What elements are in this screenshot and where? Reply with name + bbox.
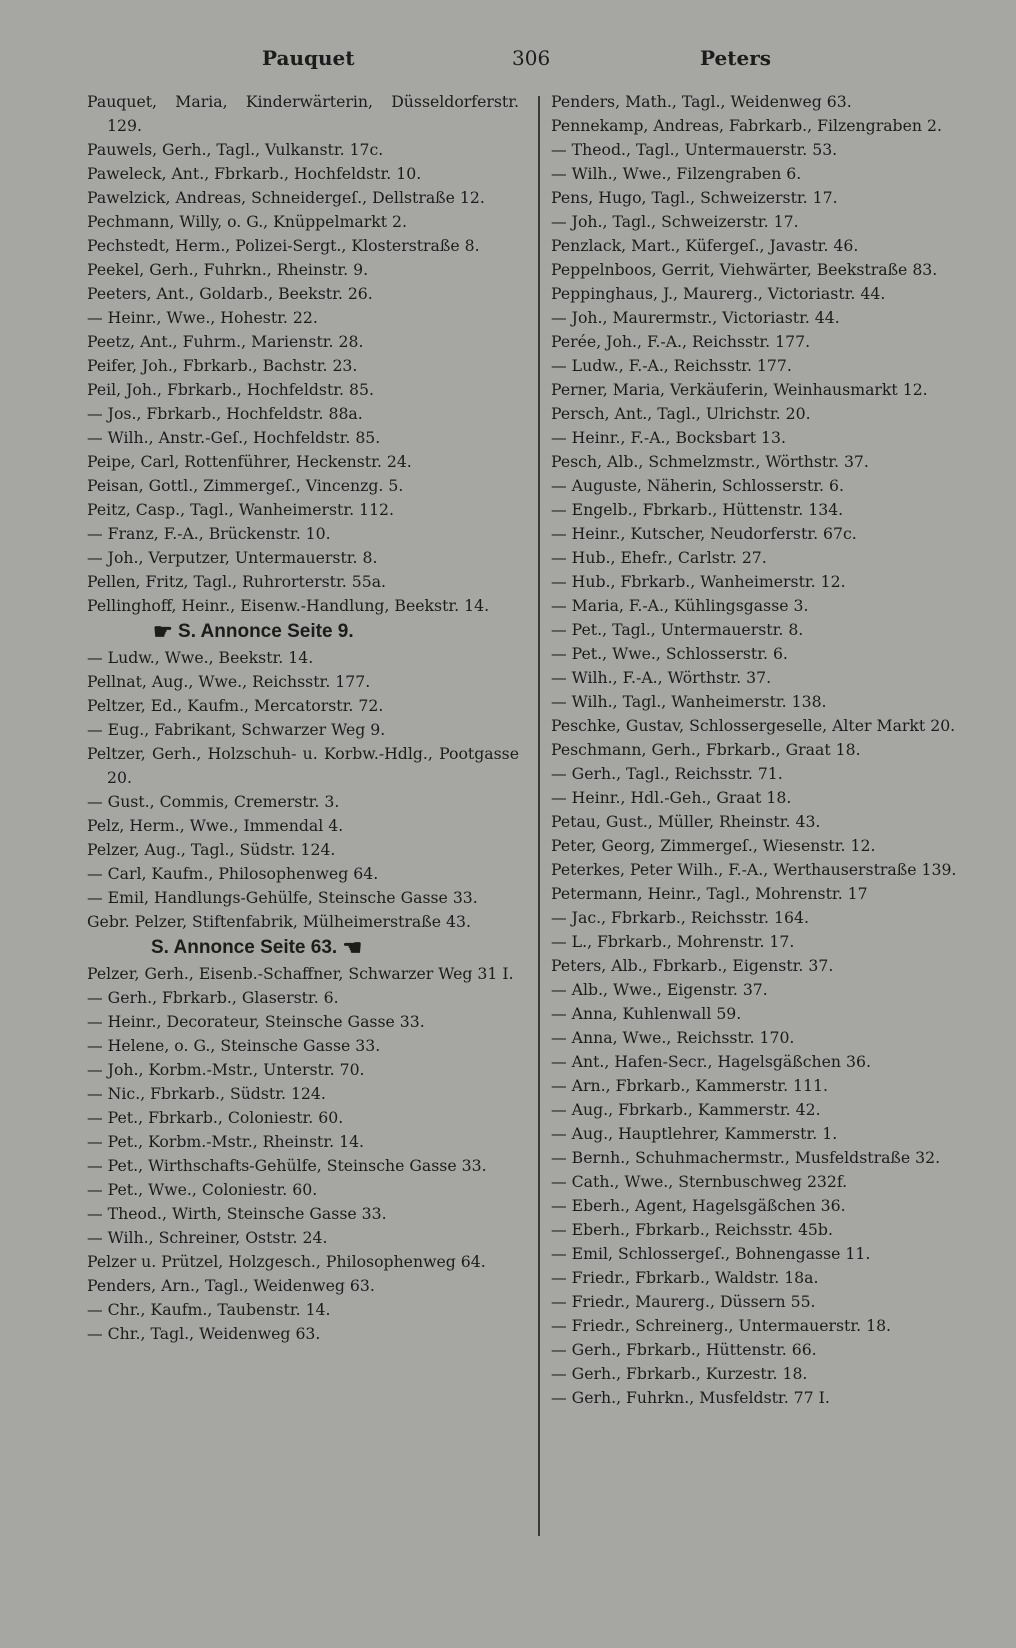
- directory-entry: Pelzer u. Prützel, Holzgesch., Philosophenweg 64.: [87, 1252, 486, 1271]
- directory-entry: Persch, Ant., Tagl., Ulrichstr. 20.: [551, 404, 811, 423]
- directory-entry: Pens, Hugo, Tagl., Schweizerstr. 17.: [551, 188, 838, 207]
- directory-entry: — Heinr., Decorateur, Steinsche Gasse 33.: [87, 1012, 425, 1031]
- directory-entry: — Anna, Kuhlenwall 59.: [551, 1004, 742, 1023]
- directory-entry: — Heinr., Kutscher, Neudorferstr. 67c.: [551, 524, 857, 543]
- directory-entry: Peterkes, Peter Wilh., F.-A., Werthauserstraße 139.: [551, 860, 957, 879]
- directory-entry: Peschke, Gustav, Schlossergeselle, Alter Markt 20.: [551, 716, 956, 735]
- directory-entry: — Pet., Wwe., Schlosserstr. 6.: [551, 644, 788, 663]
- running-head-first-entry: Pauquet: [262, 46, 355, 70]
- directory-entry: — Joh., Verputzer, Untermauerstr. 8.: [87, 548, 378, 567]
- directory-entry: Penders, Math., Tagl., Weidenweg 63.: [551, 92, 852, 111]
- directory-entry: — Wilh., Anstr.-Geſ., Hochfeldstr. 85.: [87, 428, 381, 447]
- directory-entry: Pellen, Fritz, Tagl., Ruhrorterstr. 55a.: [87, 572, 387, 591]
- directory-entry: — Nic., Fbrkarb., Südstr. 124.: [87, 1084, 326, 1103]
- directory-entry: Peppinghaus, J., Maurerg., Victoriastr. 44.: [551, 284, 886, 303]
- directory-entry: — Gust., Commis, Cremerstr. 3.: [87, 792, 340, 811]
- directory-entry: Peil, Joh., Fbrkarb., Hochfeldstr. 85.: [87, 380, 374, 399]
- advertisement-reference-text: S. Annonce Seite 9.: [178, 621, 354, 642]
- directory-entry: — Hub., Ehefr., Carlstr. 27.: [551, 548, 767, 567]
- directory-entry: Pauwels, Gerh., Tagl., Vulkanstr. 17c.: [87, 140, 384, 159]
- directory-entry: — Gerh., Fbrkarb., Hüttenstr. 66.: [551, 1340, 817, 1359]
- directory-entry: — Carl, Kaufm., Philosophenweg 64.: [87, 864, 379, 883]
- directory-entry: — Eug., Fabrikant, Schwarzer Weg 9.: [87, 720, 386, 739]
- directory-entry: — Ant., Hafen-Secr., Hagelsgäßchen 36.: [551, 1052, 871, 1071]
- advertisement-reference-text: S. Annonce Seite 63.: [151, 937, 338, 958]
- directory-entry: — Pet., Fbrkarb., Coloniestr. 60.: [87, 1108, 344, 1127]
- left-column: [87, 90, 519, 1346]
- directory-entry: — Aug., Fbrkarb., Kammerstr. 42.: [551, 1100, 821, 1119]
- directory-entry: — Heinr., Hdl.-Geh., Graat 18.: [551, 788, 792, 807]
- directory-entry: — Arn., Fbrkarb., Kammerstr. 111.: [551, 1076, 828, 1095]
- directory-entry: Penders, Arn., Tagl., Weidenweg 63.: [87, 1276, 375, 1295]
- directory-entry: — Joh., Maurermstr., Victoriastr. 44.: [551, 308, 840, 327]
- pointing-hand-left-icon: ☚: [342, 935, 363, 960]
- directory-entry: Peschmann, Gerh., Fbrkarb., Graat 18.: [551, 740, 861, 759]
- directory-entry: — Emil, Handlungs-Gehülfe, Steinsche Gasse 33.: [87, 888, 478, 907]
- directory-entry: Peetz, Ant., Fuhrm., Marienstr. 28.: [87, 332, 364, 351]
- directory-entry: Pellnat, Aug., Wwe., Reichsstr. 177.: [87, 672, 371, 691]
- directory-entry: — Cath., Wwe., Sternbuschweg 232f.: [551, 1172, 848, 1191]
- directory-entry: Pechmann, Willy, o. G., Knüppelmarkt 2.: [87, 212, 407, 231]
- directory-entry: — Gerh., Fuhrkn., Musfeldstr. 77 I.: [551, 1388, 830, 1407]
- directory-entry: Pawelzick, Andreas, Schneidergeſ., Dellstraße 12.: [87, 188, 485, 207]
- directory-entry: — Anna, Wwe., Reichsstr. 170.: [551, 1028, 795, 1047]
- directory-entry: — Auguste, Näherin, Schlosserstr. 6.: [551, 476, 844, 495]
- directory-entry: Pellinghoff, Heinr., Eisenw.-Handlung, Beekstr. 14.: [87, 596, 490, 615]
- directory-entry: — Wilh., Tagl., Wanheimerstr. 138.: [551, 692, 827, 711]
- directory-entry: Pelzer, Aug., Tagl., Südstr. 124.: [87, 840, 336, 859]
- column-divider: [538, 96, 540, 1536]
- directory-entry: — Franz, F.-A., Brückenstr. 10.: [87, 524, 331, 543]
- directory-entry: — Maria, F.-A., Kühlingsgasse 3.: [551, 596, 809, 615]
- directory-entry: Penzlack, Mart., Küfergeſ., Javastr. 46.: [551, 236, 859, 255]
- directory-entry: — Wilh., Schreiner, Oststr. 24.: [87, 1228, 328, 1247]
- directory-entry: — Friedr., Maurerg., Düssern 55.: [551, 1292, 816, 1311]
- directory-entry: Peltzer, Ed., Kaufm., Mercatorstr. 72.: [87, 696, 384, 715]
- directory-entry: Pechstedt, Herm., Polizei-Sergt., Klosterstraße 8.: [87, 236, 480, 255]
- directory-entry: — Chr., Kaufm., Taubenstr. 14.: [87, 1300, 331, 1319]
- directory-entry: — Hub., Fbrkarb., Wanheimerstr. 12.: [551, 572, 846, 591]
- directory-entry: — Bernh., Schuhmachermstr., Musfeldstraße 32.: [551, 1148, 941, 1167]
- directory-entry: Peters, Alb., Fbrkarb., Eigenstr. 37.: [551, 956, 834, 975]
- directory-entry: Pesch, Alb., Schmelzmstr., Wörthstr. 37.: [551, 452, 869, 471]
- directory-entry: Pauquet, Maria, Kinderwärterin, Düsseldorferstr. 129.: [87, 92, 519, 135]
- directory-entry: Peltzer, Gerh., Holzschuh- u. Korbw.-Hdlg., Pootgasse 20.: [87, 744, 519, 787]
- directory-entry: Peeters, Ant., Goldarb., Beekstr. 26.: [87, 284, 373, 303]
- directory-entry: — Joh., Tagl., Schweizerstr. 17.: [551, 212, 799, 231]
- directory-entry: Perner, Maria, Verkäuferin, Weinhausmarkt 12.: [551, 380, 928, 399]
- directory-entry: — Ludw., Wwe., Beekstr. 14.: [87, 648, 314, 667]
- directory-entry: — Emil, Schlossergeſ., Bohnengasse 11.: [551, 1244, 871, 1263]
- advertisement-reference: [87, 618, 519, 646]
- directory-entry: — Ludw., F.-A., Reichsstr. 177.: [551, 356, 792, 375]
- directory-entry: Peipe, Carl, Rottenführer, Heckenstr. 24.: [87, 452, 412, 471]
- directory-entry: Gebr. Pelzer, Stiftenfabrik, Mülheimerstraße 43.: [87, 912, 471, 931]
- directory-entry: — Joh., Korbm.-Mstr., Unterstr. 70.: [87, 1060, 365, 1079]
- directory-entry: Peisan, Gottl., Zimmergeſ., Vincenzg. 5.: [87, 476, 404, 495]
- directory-entry: — Heinr., F.-A., Bocksbart 13.: [551, 428, 786, 447]
- page-number: 306: [512, 46, 551, 70]
- directory-entry: — Theod., Tagl., Untermauerstr. 53.: [551, 140, 838, 159]
- directory-entry: — Eberh., Agent, Hagelsgäßchen 36.: [551, 1196, 846, 1215]
- directory-entry: Perée, Joh., F.-A., Reichsstr. 177.: [551, 332, 811, 351]
- directory-entry: — Pet., Korbm.-Mstr., Rheinstr. 14.: [87, 1132, 365, 1151]
- directory-entry: Peter, Georg, Zimmergeſ., Wiesenstr. 12.: [551, 836, 876, 855]
- pointing-hand-icon: ☛: [153, 619, 173, 644]
- directory-entry: — Heinr., Wwe., Hohestr. 22.: [87, 308, 318, 327]
- directory-entry: — Engelb., Fbrkarb., Hüttenstr. 134.: [551, 500, 844, 519]
- directory-entry: — Friedr., Schreinerg., Untermauerstr. 18.: [551, 1316, 892, 1335]
- directory-entry: Petermann, Heinr., Tagl., Mohrenstr. 17: [551, 884, 868, 903]
- directory-entry: — Eberh., Fbrkarb., Reichsstr. 45b.: [551, 1220, 833, 1239]
- directory-entry: — Chr., Tagl., Weidenweg 63.: [87, 1324, 321, 1343]
- directory-entry: — Theod., Wirth, Steinsche Gasse 33.: [87, 1204, 387, 1223]
- directory-entry: Peitz, Casp., Tagl., Wanheimerstr. 112.: [87, 500, 395, 519]
- directory-entry: — Pet., Tagl., Untermauerstr. 8.: [551, 620, 804, 639]
- directory-entry: — Gerh., Tagl., Reichsstr. 71.: [551, 764, 783, 783]
- directory-entry: — Gerh., Fbrkarb., Glaserstr. 6.: [87, 988, 339, 1007]
- directory-entry: — Wilh., F.-A., Wörthstr. 37.: [551, 668, 772, 687]
- directory-entry: — Gerh., Fbrkarb., Kurzestr. 18.: [551, 1364, 808, 1383]
- directory-entry: — Alb., Wwe., Eigenstr. 37.: [551, 980, 768, 999]
- directory-entry: Paweleck, Ant., Fbrkarb., Hochfeldstr. 10.: [87, 164, 422, 183]
- directory-entry: — Aug., Hauptlehrer, Kammerstr. 1.: [551, 1124, 838, 1143]
- directory-entry: Pelzer, Gerh., Eisenb.-Schaffner, Schwarzer Weg 31 I.: [87, 964, 514, 983]
- directory-entry: — Helene, o. G., Steinsche Gasse 33.: [87, 1036, 381, 1055]
- directory-entry: — Friedr., Fbrkarb., Waldstr. 18a.: [551, 1268, 819, 1287]
- directory-entry: Petau, Gust., Müller, Rheinstr. 43.: [551, 812, 821, 831]
- directory-entry: Pelz, Herm., Wwe., Immendal 4.: [87, 816, 344, 835]
- directory-entry: — Jac., Fbrkarb., Reichsstr. 164.: [551, 908, 809, 927]
- advertisement-reference: [87, 934, 519, 962]
- right-column: [551, 90, 983, 1410]
- directory-entry: Peppelnboos, Gerrit, Viehwärter, Beekstraße 83.: [551, 260, 938, 279]
- directory-entry: — Wilh., Wwe., Filzengraben 6.: [551, 164, 802, 183]
- directory-entry: — Jos., Fbrkarb., Hochfeldstr. 88a.: [87, 404, 363, 423]
- directory-entry: Peifer, Joh., Fbrkarb., Bachstr. 23.: [87, 356, 358, 375]
- directory-entry: Pennekamp, Andreas, Fabrkarb., Filzengraben 2.: [551, 116, 942, 135]
- directory-entry: — Pet., Wirthschafts-Gehülfe, Steinsche Gasse 33.: [87, 1156, 487, 1175]
- directory-entry: Peekel, Gerh., Fuhrkn., Rheinstr. 9.: [87, 260, 369, 279]
- directory-entry: — L., Fbrkarb., Mohrenstr. 17.: [551, 932, 795, 951]
- running-head-last-entry: Peters: [700, 46, 771, 70]
- directory-entry: — Pet., Wwe., Coloniestr. 60.: [87, 1180, 318, 1199]
